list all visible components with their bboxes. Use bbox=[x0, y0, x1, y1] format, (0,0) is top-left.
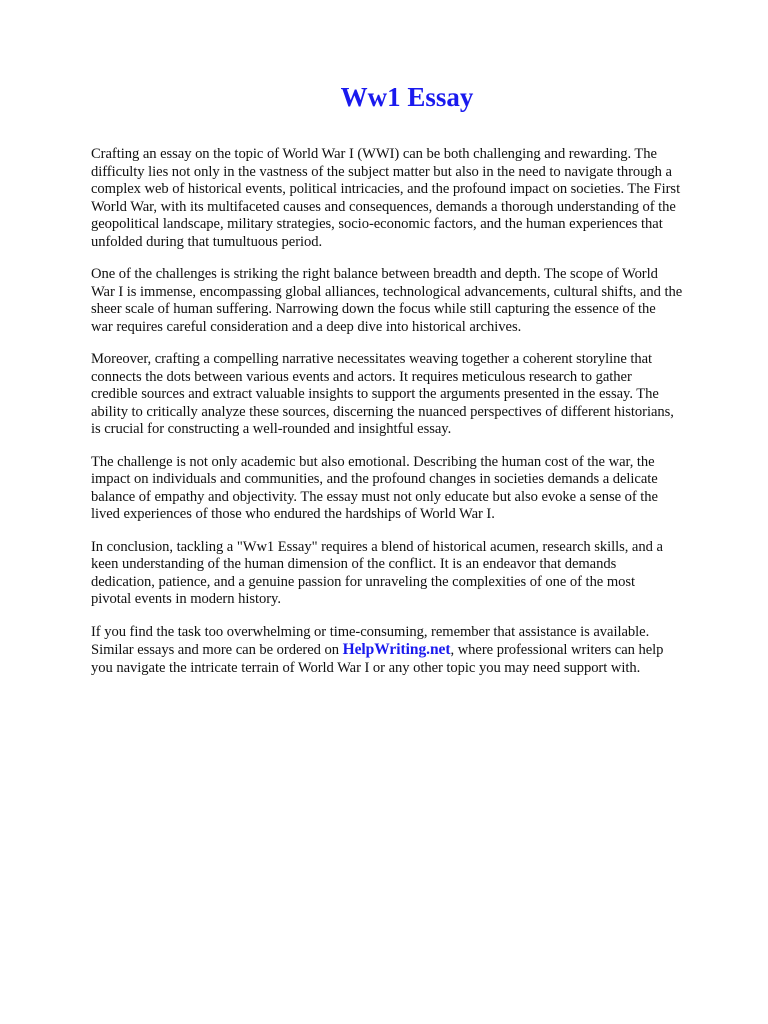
final-paragraph-line: If you find the task too overwhelming or time-consuming, remember that assistance is available. bbox=[91, 623, 650, 640]
helpwriting-link[interactable]: HelpWriting.net bbox=[342, 641, 451, 658]
paragraph-line: ability to critically analyze these sources, discerning the nuanced perspectives of different historians, bbox=[91, 403, 674, 420]
essay-paragraph bbox=[91, 266, 729, 336]
paragraph-line: Crafting an essay on the topic of World War I (WWI) can be both challenging and rewarding. The bbox=[91, 146, 657, 162]
paragraph-line: sheer scale of human suffering. Narrowing down the focus while still capturing the essence of the bbox=[91, 301, 656, 317]
paragraph-line: War I is immense, encompassing global alliances, technological advancements, cultural shifts, and the bbox=[91, 283, 683, 300]
essay-paragraph bbox=[91, 454, 729, 524]
paragraph-line: dedication, patience, and a genuine passion for unraveling the complexities of one of the most bbox=[91, 573, 636, 590]
paragraph-line: One of the challenges is striking the right balance between breadth and depth. The scope of World bbox=[91, 266, 658, 282]
paragraph-line: balance of empathy and objectivity. The essay must not only educate but also evoke a sense of the bbox=[91, 488, 658, 505]
paragraph-line: is crucial for constructing a well-rounded and insightful essay. bbox=[91, 421, 452, 437]
paragraph-line: complex web of historical events, political intricacies, and the profound impact on societies. The First bbox=[91, 181, 681, 197]
essay-paragraph bbox=[91, 539, 729, 609]
paragraph-line: World War, with its multifaceted causes and consequences, demands a thorough understanding of the bbox=[91, 198, 676, 215]
paragraph-line: The challenge is not only academic but also emotional. Describing the human cost of the war, the bbox=[91, 453, 655, 470]
paragraph-line: impact on individuals and communities, and the profound changes in societies demands a delicate bbox=[91, 471, 658, 487]
essay-paragraphs bbox=[91, 146, 729, 609]
paragraph-line: pivotal events in modern history. bbox=[91, 591, 281, 607]
final-paragraph-text: , where professional writers can help bbox=[450, 642, 664, 658]
essay-paragraph bbox=[91, 351, 729, 439]
page-title: Ww1 Essay bbox=[340, 82, 474, 112]
paragraph-line: credible sources and extract valuable insights to support the arguments presented in the essay. The bbox=[91, 386, 659, 402]
paragraph-line: lived experiences of those who endured the hardships of World War I. bbox=[91, 506, 495, 522]
paragraph-line: war requires careful consideration and a deep dive into historical archives. bbox=[91, 318, 522, 335]
paragraph-line: keen understanding of the human dimension of the conflict. It is an endeavor that demands bbox=[91, 556, 617, 572]
paragraph-line: Moreover, crafting a compelling narrative necessitates weaving together a coherent storyline that bbox=[91, 351, 653, 367]
paragraph-line: In conclusion, tackling a "Ww1 Essay" requires a blend of historical acumen, research skills, and a bbox=[91, 538, 663, 555]
paragraph-line: connects the dots between various events and actors. It requires meticulous research to gather bbox=[91, 368, 632, 385]
essay-paragraph bbox=[91, 146, 729, 251]
essay-body bbox=[91, 146, 729, 692]
final-paragraph bbox=[91, 624, 729, 678]
paragraph-line: geopolitical landscape, military strategies, socio-economic factors, and the human experiences that bbox=[91, 216, 663, 232]
paragraph-line: unfolded during that tumultuous period. bbox=[91, 233, 323, 250]
paragraph-line: difficulty lies not only in the vastness of the subject matter but also in the need to navigate through a bbox=[91, 163, 672, 180]
final-paragraph-text: Similar essays and more can be ordered on bbox=[91, 642, 343, 658]
final-paragraph-line: you navigate the intricate terrain of World War I or any other topic you may need support with. bbox=[91, 659, 641, 676]
final-paragraph-line bbox=[91, 641, 729, 660]
